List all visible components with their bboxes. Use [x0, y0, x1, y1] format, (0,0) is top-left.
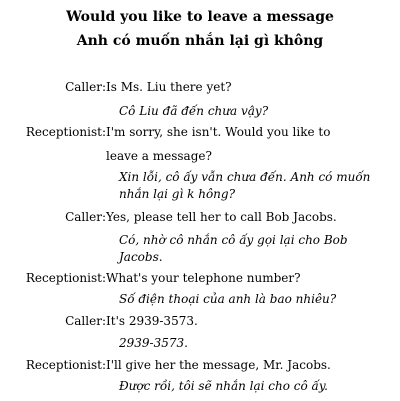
english-text: I'll give her the message, Mr. Jacobs.	[106, 358, 331, 372]
dialogue-line	[0, 210, 400, 232]
english-text: Is Ms. Liu there yet?	[106, 80, 232, 94]
dialogue-line	[0, 314, 400, 336]
vietnamese-text: Số điện thoại của anh là bao nhiêu?	[119, 292, 337, 306]
english-text: I'm sorry, she isn't. Would you like to	[106, 125, 331, 139]
dialogue-line	[0, 80, 400, 102]
vietnamese-text: Có, nhờ cô nhắn cô ấy gọi lại cho Bob	[119, 233, 348, 247]
vietnamese-text: Jacobs.	[119, 250, 163, 264]
title-vietnamese: Anh có muốn nhắn lại gì không	[76, 33, 324, 49]
translation-line	[0, 292, 400, 314]
speaker-label: Receptionist:	[25, 358, 106, 372]
english-text: It's 2939-3573.	[106, 314, 198, 328]
english-text: Yes, please tell her to call Bob Jacobs.	[106, 210, 337, 224]
dialogue-line-cont	[0, 149, 400, 171]
vietnamese-text: Được rồi, tôi sẽ nhắn lại cho cô ấy.	[119, 379, 328, 393]
translation-line	[0, 104, 400, 126]
english-text: What's your telephone number?	[106, 271, 301, 285]
translation-line-cont	[0, 250, 400, 272]
speaker-label: Caller:	[65, 210, 106, 224]
dialogue-line	[0, 125, 400, 147]
dialogue-line	[0, 358, 400, 380]
speaker-label: Receptionist:	[25, 271, 106, 285]
title-english: Would you like to leave a message	[66, 9, 334, 25]
translation-line	[0, 336, 400, 358]
vietnamese-text: Cô Liu đã đến chưa vậy?	[119, 104, 269, 118]
vietnamese-text: 2939-3573.	[119, 336, 188, 350]
speaker-label: Caller:	[65, 314, 106, 328]
vietnamese-text: Xin lỗi, cô ấy vẫn chưa đến. Anh có muốn	[119, 170, 371, 184]
vietnamese-text: nhắn lại gì k hông?	[119, 187, 236, 201]
speaker-label: Caller:	[65, 80, 106, 94]
english-text: leave a message?	[106, 149, 212, 163]
dialogue-line	[0, 271, 400, 293]
translation-line-cont	[0, 187, 400, 209]
translation-line	[0, 379, 400, 401]
speaker-label: Receptionist:	[25, 125, 106, 139]
